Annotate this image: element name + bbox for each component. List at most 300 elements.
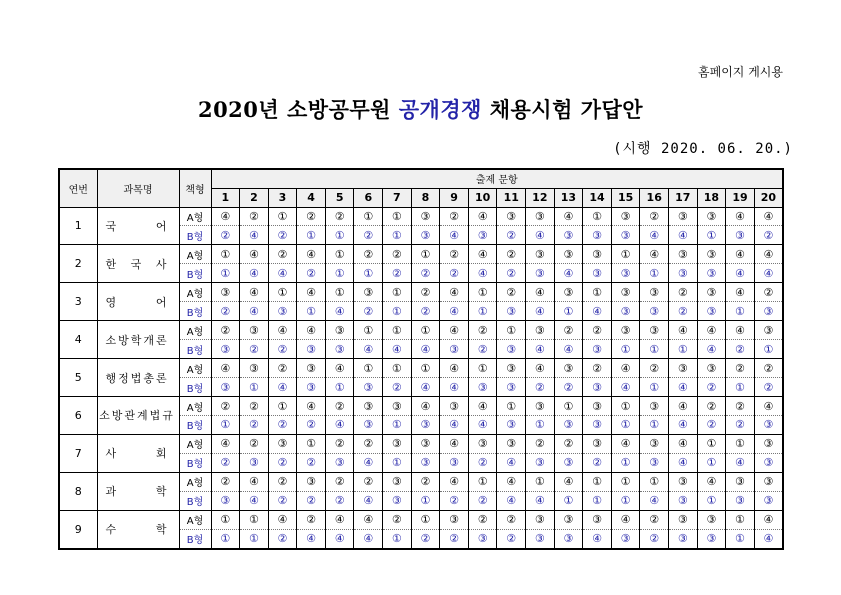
answer-cell: ② xyxy=(669,302,698,321)
answer-cell: ③ xyxy=(468,529,497,549)
answer-cell: ③ xyxy=(583,397,612,416)
answer-cell: ④ xyxy=(554,340,583,359)
answer-cell: ② xyxy=(268,415,297,434)
answer-cell: ③ xyxy=(440,397,469,416)
answer-cell: ④ xyxy=(240,472,269,491)
answer-cell: ④ xyxy=(526,302,555,321)
answer-cell: ④ xyxy=(497,491,526,510)
answer-cell: ③ xyxy=(240,453,269,472)
subject-number: 8 xyxy=(59,472,97,510)
answer-cell: ③ xyxy=(583,340,612,359)
subject-number: 4 xyxy=(59,321,97,359)
subject-number: 7 xyxy=(59,434,97,472)
answer-cell: ① xyxy=(640,340,669,359)
answer-cell: ① xyxy=(726,378,755,397)
answer-cell: ④ xyxy=(554,264,583,283)
form-label-b: B형 xyxy=(179,529,211,549)
answer-cell: ③ xyxy=(640,397,669,416)
answer-cell: ③ xyxy=(440,510,469,529)
question-number: 12 xyxy=(526,188,555,207)
subject-name-part: 한 xyxy=(105,257,119,271)
answer-cell: ③ xyxy=(497,207,526,226)
answer-cell: ③ xyxy=(697,264,726,283)
table-row xyxy=(59,510,783,529)
table-row xyxy=(59,359,783,378)
answer-cell: ① xyxy=(468,472,497,491)
answer-cell: ② xyxy=(497,529,526,549)
answer-cell: ② xyxy=(325,397,354,416)
answer-cell: ① xyxy=(669,340,698,359)
answer-cell: ④ xyxy=(240,283,269,302)
answer-cell: ③ xyxy=(526,529,555,549)
answer-cell: ② xyxy=(297,453,326,472)
answer-cell: ② xyxy=(383,378,412,397)
title-part1: 소방공무원 xyxy=(287,97,391,122)
answer-cell: ④ xyxy=(669,415,698,434)
answer-cell: ② xyxy=(754,359,783,378)
answer-cell: ④ xyxy=(468,207,497,226)
answer-cell: ③ xyxy=(268,302,297,321)
answer-cell: ① xyxy=(383,302,412,321)
answer-cell: ④ xyxy=(468,245,497,264)
answer-cell: ③ xyxy=(440,340,469,359)
answer-cell: ④ xyxy=(526,283,555,302)
answer-cell: ③ xyxy=(611,207,640,226)
answer-cell: ④ xyxy=(697,472,726,491)
answer-cell: ③ xyxy=(640,302,669,321)
answer-cell: ③ xyxy=(611,529,640,549)
answer-cell: ③ xyxy=(526,453,555,472)
answer-cell: ② xyxy=(411,283,440,302)
answer-cell: ④ xyxy=(611,378,640,397)
answer-cell: ① xyxy=(325,245,354,264)
answer-cell: ① xyxy=(411,491,440,510)
answer-cell: ② xyxy=(440,491,469,510)
answer-cell: ② xyxy=(440,264,469,283)
answer-cell: ① xyxy=(383,529,412,549)
answer-cell: ④ xyxy=(268,378,297,397)
answer-cell: ④ xyxy=(640,245,669,264)
answer-cell: ① xyxy=(497,397,526,416)
answer-cell: ④ xyxy=(211,207,240,226)
answer-cell: ④ xyxy=(297,529,326,549)
answer-cell: ② xyxy=(726,397,755,416)
answer-cell: ③ xyxy=(697,510,726,529)
answer-cell: ① xyxy=(697,491,726,510)
answer-cell: ③ xyxy=(697,207,726,226)
answer-cell: ② xyxy=(240,340,269,359)
header-questions: 출제 문항 xyxy=(211,169,783,188)
answer-cell: ③ xyxy=(526,510,555,529)
answer-cell: ① xyxy=(583,283,612,302)
answer-cell: ③ xyxy=(640,283,669,302)
answer-cell: ③ xyxy=(583,245,612,264)
answer-cell: ④ xyxy=(640,226,669,245)
answer-cell: ① xyxy=(383,453,412,472)
answer-cell: ① xyxy=(611,245,640,264)
subject-name xyxy=(97,472,179,510)
answer-cell: ③ xyxy=(669,529,698,549)
answer-cell: ③ xyxy=(211,491,240,510)
answer-cell: ① xyxy=(583,472,612,491)
question-number: 14 xyxy=(583,188,612,207)
answer-cell: ② xyxy=(583,453,612,472)
answer-cell: ② xyxy=(411,302,440,321)
answer-cell: ② xyxy=(268,359,297,378)
table-row xyxy=(59,434,783,453)
subject-name-part: 국 xyxy=(130,257,144,271)
answer-cell: ② xyxy=(583,321,612,340)
answer-cell: ③ xyxy=(468,434,497,453)
subject-name-part: 수 xyxy=(105,523,119,537)
answer-cell: ③ xyxy=(669,510,698,529)
answer-cell: ③ xyxy=(583,226,612,245)
subject-name-part: 사 xyxy=(105,447,119,461)
answer-cell: ④ xyxy=(611,359,640,378)
answer-cell: ③ xyxy=(754,434,783,453)
answer-cell: ① xyxy=(554,397,583,416)
answer-cell: ③ xyxy=(611,264,640,283)
answer-cell: ③ xyxy=(411,415,440,434)
answer-cell: ② xyxy=(726,415,755,434)
answer-cell: ③ xyxy=(697,529,726,549)
answer-cell: ② xyxy=(411,529,440,549)
answer-cell: ① xyxy=(611,491,640,510)
question-number: 2 xyxy=(240,188,269,207)
answer-cell: ④ xyxy=(697,340,726,359)
question-number: 13 xyxy=(554,188,583,207)
answer-cell: ① xyxy=(697,453,726,472)
answer-cell: ④ xyxy=(726,453,755,472)
answer-cell: ③ xyxy=(611,226,640,245)
answer-cell: ④ xyxy=(754,397,783,416)
answer-cell: ④ xyxy=(240,245,269,264)
subject-name xyxy=(97,321,179,359)
subject-name-part: 국 xyxy=(105,219,119,233)
answer-cell: ④ xyxy=(468,397,497,416)
answer-cell: ② xyxy=(383,264,412,283)
question-number: 19 xyxy=(726,188,755,207)
answer-cell: ② xyxy=(669,283,698,302)
answer-cell: ③ xyxy=(669,245,698,264)
answer-cell: ② xyxy=(268,529,297,549)
answer-cell: ④ xyxy=(211,359,240,378)
question-number: 10 xyxy=(468,188,497,207)
answer-cell: ① xyxy=(211,264,240,283)
answer-cell: ④ xyxy=(440,283,469,302)
answer-cell: ① xyxy=(640,415,669,434)
answer-cell: ④ xyxy=(554,472,583,491)
answer-cell: ④ xyxy=(669,321,698,340)
answer-cell: ③ xyxy=(754,453,783,472)
answer-cell: ④ xyxy=(726,264,755,283)
answer-cell: ③ xyxy=(554,510,583,529)
subject-name-part: 과 xyxy=(105,485,119,499)
answer-cell: ② xyxy=(697,415,726,434)
answer-cell: ④ xyxy=(526,226,555,245)
answer-cell: ① xyxy=(411,245,440,264)
answer-cell: ③ xyxy=(297,472,326,491)
question-number: 11 xyxy=(497,188,526,207)
answer-cell: ④ xyxy=(726,245,755,264)
answer-cell: ② xyxy=(411,472,440,491)
answer-cell: ① xyxy=(640,378,669,397)
answer-cell: ③ xyxy=(383,434,412,453)
answer-cell: ② xyxy=(497,510,526,529)
answer-cell: ② xyxy=(268,472,297,491)
answer-cell: ② xyxy=(268,453,297,472)
form-label-b: B형 xyxy=(179,340,211,359)
form-label-b: B형 xyxy=(179,415,211,434)
answer-cell: ② xyxy=(468,491,497,510)
answer-cell: ③ xyxy=(583,264,612,283)
answer-cell: ② xyxy=(354,472,383,491)
answer-cell: ② xyxy=(268,491,297,510)
answer-cell: ④ xyxy=(526,359,555,378)
answer-cell: ① xyxy=(268,397,297,416)
answer-cell: ④ xyxy=(440,434,469,453)
answer-cell: ③ xyxy=(611,283,640,302)
answer-cell: ④ xyxy=(325,529,354,549)
answer-cell: ① xyxy=(726,434,755,453)
answer-cell: ③ xyxy=(497,302,526,321)
answer-cell: ① xyxy=(297,434,326,453)
answer-cell: ① xyxy=(268,207,297,226)
answer-cell: ③ xyxy=(411,226,440,245)
answer-cell: ④ xyxy=(440,321,469,340)
answer-cell: ④ xyxy=(754,207,783,226)
answer-cell: ① xyxy=(726,529,755,549)
answer-cell: ④ xyxy=(440,415,469,434)
question-number: 18 xyxy=(697,188,726,207)
header-no: 연번 xyxy=(59,169,97,207)
answer-cell: ③ xyxy=(611,302,640,321)
form-label-a: A형 xyxy=(179,397,211,416)
answer-cell: ② xyxy=(468,340,497,359)
answer-cell: ① xyxy=(325,378,354,397)
answer-cell: ① xyxy=(726,510,755,529)
answer-cell: ③ xyxy=(697,302,726,321)
answer-cell: ④ xyxy=(354,340,383,359)
answer-cell: ① xyxy=(383,226,412,245)
answer-cell: ③ xyxy=(240,321,269,340)
answer-cell: ① xyxy=(383,321,412,340)
subject-number: 5 xyxy=(59,359,97,397)
posting-note: 홈페이지 게시용 xyxy=(698,65,783,79)
answer-cell: ② xyxy=(526,378,555,397)
subject-name xyxy=(97,283,179,321)
answer-cell: ② xyxy=(497,226,526,245)
answer-cell: ① xyxy=(583,491,612,510)
answer-cell: ④ xyxy=(440,226,469,245)
answer-cell: ④ xyxy=(440,378,469,397)
answer-cell: ③ xyxy=(554,529,583,549)
subject-name-part: 어 xyxy=(155,295,169,309)
answer-cell: ② xyxy=(354,302,383,321)
subject-number: 1 xyxy=(59,207,97,245)
answer-cell: ③ xyxy=(640,321,669,340)
answer-cell: ② xyxy=(440,245,469,264)
answer-cell: ① xyxy=(325,283,354,302)
answer-cell: ② xyxy=(268,226,297,245)
answer-cell: ① xyxy=(297,226,326,245)
subject-name-part: 학 xyxy=(155,523,169,537)
answer-cell: ① xyxy=(383,359,412,378)
answer-cell: ① xyxy=(240,510,269,529)
answer-cell: ③ xyxy=(526,264,555,283)
answer-cell: ④ xyxy=(669,434,698,453)
answer-cell: ① xyxy=(297,302,326,321)
header-form: 책형 xyxy=(179,169,211,207)
answer-cell: ④ xyxy=(440,302,469,321)
answer-cell: ② xyxy=(240,397,269,416)
answer-cell: ④ xyxy=(440,472,469,491)
answer-cell: ④ xyxy=(440,359,469,378)
answer-cell: ② xyxy=(211,472,240,491)
answer-cell: ④ xyxy=(669,453,698,472)
answer-cell: ③ xyxy=(354,397,383,416)
answer-cell: ④ xyxy=(754,510,783,529)
answer-cell: ① xyxy=(383,207,412,226)
answer-cell: ④ xyxy=(468,415,497,434)
answer-cell: ③ xyxy=(297,378,326,397)
answer-cell: ④ xyxy=(325,510,354,529)
answer-cell: ② xyxy=(640,529,669,549)
answer-cell: ① xyxy=(268,283,297,302)
answer-cell: ③ xyxy=(640,434,669,453)
answer-cell: ③ xyxy=(754,302,783,321)
answer-cell: ③ xyxy=(211,340,240,359)
answer-cell: ③ xyxy=(325,340,354,359)
answer-body xyxy=(59,207,783,549)
form-label-a: A형 xyxy=(179,321,211,340)
answer-cell: ② xyxy=(554,321,583,340)
answer-cell: ③ xyxy=(554,283,583,302)
answer-cell: ① xyxy=(468,359,497,378)
answer-cell: ③ xyxy=(583,378,612,397)
answer-cell: ③ xyxy=(268,434,297,453)
answer-cell: ③ xyxy=(297,340,326,359)
answer-cell: ① xyxy=(754,340,783,359)
answer-cell: ② xyxy=(640,510,669,529)
answer-cell: ② xyxy=(383,245,412,264)
answer-cell: ③ xyxy=(554,226,583,245)
answer-cell: ① xyxy=(383,283,412,302)
form-label-b: B형 xyxy=(179,378,211,397)
answer-cell: ④ xyxy=(669,226,698,245)
form-label-a: A형 xyxy=(179,207,211,226)
subject-number: 3 xyxy=(59,283,97,321)
answer-cell: ③ xyxy=(526,245,555,264)
answer-cell: ① xyxy=(583,207,612,226)
answer-cell: ③ xyxy=(554,415,583,434)
subject-name xyxy=(97,359,179,397)
answer-cell: ④ xyxy=(240,226,269,245)
answer-cell: ④ xyxy=(583,529,612,549)
answer-cell: ② xyxy=(726,340,755,359)
answer-cell: ③ xyxy=(754,472,783,491)
answer-cell: ① xyxy=(697,226,726,245)
answer-cell: ③ xyxy=(669,491,698,510)
answer-cell: ④ xyxy=(240,302,269,321)
answer-cell: ① xyxy=(240,378,269,397)
answer-cell: ② xyxy=(697,397,726,416)
answer-cell: ④ xyxy=(325,415,354,434)
answer-cell: ③ xyxy=(383,491,412,510)
answer-cell: ③ xyxy=(669,472,698,491)
answer-table xyxy=(58,168,784,550)
answer-cell: ③ xyxy=(640,453,669,472)
page-title xyxy=(0,94,841,124)
answer-cell: ① xyxy=(526,415,555,434)
answer-cell: ④ xyxy=(297,283,326,302)
answer-cell: ① xyxy=(554,491,583,510)
answer-cell: ③ xyxy=(583,510,612,529)
answer-cell: ② xyxy=(468,510,497,529)
question-number: 15 xyxy=(611,188,640,207)
answer-cell: ① xyxy=(611,453,640,472)
answer-cell: ① xyxy=(383,415,412,434)
table-row xyxy=(59,321,783,340)
question-number: 3 xyxy=(268,188,297,207)
answer-cell: ③ xyxy=(669,264,698,283)
question-number: 9 xyxy=(440,188,469,207)
question-number: 8 xyxy=(411,188,440,207)
answer-cell: ④ xyxy=(325,302,354,321)
answer-cell: ③ xyxy=(754,415,783,434)
answer-cell: ④ xyxy=(497,453,526,472)
answer-cell: ② xyxy=(754,226,783,245)
answer-cell: ③ xyxy=(669,207,698,226)
answer-cell: ④ xyxy=(240,491,269,510)
answer-cell: ② xyxy=(211,302,240,321)
answer-cell: ② xyxy=(297,491,326,510)
question-number: 4 xyxy=(297,188,326,207)
answer-cell: ① xyxy=(640,472,669,491)
answer-cell: ① xyxy=(411,321,440,340)
form-label-b: B형 xyxy=(179,491,211,510)
answer-cell: ② xyxy=(325,491,354,510)
answer-cell: ② xyxy=(297,207,326,226)
answer-cell: ② xyxy=(383,510,412,529)
answer-cell: ② xyxy=(640,207,669,226)
answer-cell: ② xyxy=(497,283,526,302)
answer-cell: ④ xyxy=(726,283,755,302)
answer-cell: ① xyxy=(211,415,240,434)
form-label-a: A형 xyxy=(179,283,211,302)
answer-cell: ② xyxy=(268,340,297,359)
subject-name xyxy=(97,510,179,549)
answer-cell: ① xyxy=(554,302,583,321)
answer-cell: ④ xyxy=(583,302,612,321)
answer-cell: ③ xyxy=(411,453,440,472)
subject-number: 6 xyxy=(59,397,97,435)
answer-cell: ③ xyxy=(526,321,555,340)
answer-cell: ② xyxy=(497,245,526,264)
subject-name-part: 학 xyxy=(155,485,169,499)
answer-cell: ③ xyxy=(526,397,555,416)
question-number: 20 xyxy=(754,188,783,207)
answer-cell: ① xyxy=(354,207,383,226)
answer-cell: ① xyxy=(611,340,640,359)
answer-cell: ② xyxy=(497,264,526,283)
answer-cell: ④ xyxy=(611,510,640,529)
form-label-b: B형 xyxy=(179,226,211,245)
answer-cell: ④ xyxy=(754,264,783,283)
answer-cell: ① xyxy=(211,529,240,549)
answer-cell: ① xyxy=(325,264,354,283)
answer-cell: ② xyxy=(468,453,497,472)
